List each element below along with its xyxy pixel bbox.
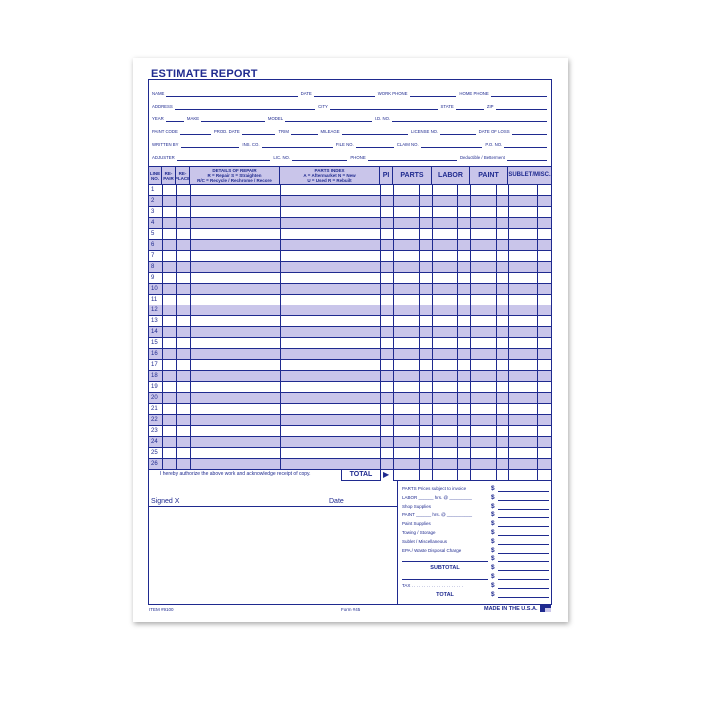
amount-field[interactable]	[498, 597, 549, 598]
header-replace: RE- PLACE	[176, 166, 190, 185]
field-label: DATE	[300, 91, 312, 96]
dollar-sign: $	[491, 581, 495, 589]
line-number: 20	[151, 395, 158, 402]
field-input[interactable]	[368, 155, 457, 161]
item-number: ITEM #9100	[149, 607, 174, 612]
amount-field[interactable]	[498, 509, 549, 510]
dollar-sign: $	[491, 537, 495, 545]
field-input[interactable]	[421, 142, 483, 148]
amount-field[interactable]	[498, 526, 549, 527]
line-number: 13	[151, 318, 158, 325]
field-input[interactable]	[507, 155, 547, 161]
table-row[interactable]	[149, 196, 551, 207]
column-divider	[190, 185, 191, 469]
signature-line[interactable]	[149, 506, 397, 507]
field-label: PHONE	[350, 154, 366, 160]
table-row[interactable]	[149, 360, 551, 371]
dollar-sign: $	[491, 520, 495, 528]
dollar-sign: $	[491, 502, 495, 510]
field-row	[152, 102, 550, 110]
column-divider	[148, 166, 149, 469]
line-number: 26	[151, 460, 158, 467]
column-divider	[496, 185, 497, 481]
details-legend-1: R = Repair S = Straighten	[207, 173, 262, 178]
amount-field[interactable]	[498, 588, 549, 589]
total-label: TOTAL	[436, 591, 454, 598]
table-row[interactable]	[149, 415, 551, 426]
field-input[interactable]	[496, 104, 547, 110]
date-label: Date	[329, 498, 344, 505]
line-number: 5	[151, 230, 155, 237]
line-number: 25	[151, 449, 158, 456]
amount-field[interactable]	[498, 553, 549, 554]
header-details	[190, 166, 280, 185]
amount-field[interactable]	[498, 535, 549, 536]
amount-field[interactable]	[498, 579, 549, 580]
table-row[interactable]	[149, 338, 551, 349]
header-labor: LABOR	[432, 166, 470, 185]
field-row	[152, 140, 550, 148]
amount-field[interactable]	[498, 544, 549, 545]
field-input[interactable]	[175, 104, 315, 110]
field-input[interactable]	[456, 104, 484, 110]
field-label: FILE NO.	[335, 141, 354, 147]
divider	[397, 480, 398, 604]
column-divider	[176, 185, 177, 469]
field-label: Deductible / Betterment	[459, 154, 505, 160]
table-row[interactable]	[149, 393, 551, 404]
column-divider	[457, 185, 458, 481]
field-label: LIC. NO.	[273, 154, 291, 160]
field-input[interactable]	[356, 142, 394, 148]
authorization-text: I hereby authorize the above work and acknowledge receipt of copy.	[160, 471, 311, 477]
field-label: YEAR	[152, 116, 164, 122]
table-row[interactable]	[149, 284, 551, 295]
line-number: 19	[151, 384, 158, 391]
field-input[interactable]	[166, 91, 297, 97]
field-input[interactable]	[342, 129, 408, 135]
table-row[interactable]	[149, 404, 551, 415]
total-label: Towing / Storage	[402, 530, 436, 535]
header-parts-index	[280, 166, 380, 185]
field-label: TRIM	[278, 129, 289, 135]
line-number: 4	[151, 219, 155, 226]
field-label: MAKE	[186, 116, 200, 122]
table-row[interactable]	[149, 327, 551, 338]
line-number: 12	[151, 307, 158, 314]
table-row[interactable]	[149, 207, 551, 218]
field-input[interactable]	[330, 104, 438, 110]
total-label: Shop Supplies	[402, 503, 432, 509]
parts-index-legend-2: U = Used R = Rebuilt	[307, 178, 352, 183]
field-input[interactable]	[410, 91, 457, 97]
parts-index-title: PARTS INDEX	[314, 168, 345, 173]
table-row[interactable]	[149, 316, 551, 327]
line-number: 10	[151, 285, 158, 292]
field-row	[152, 89, 550, 97]
header-paint: PAINT	[470, 166, 508, 185]
field-label: WRITTEN BY	[152, 141, 179, 147]
column-divider	[508, 185, 509, 481]
column-divider	[470, 185, 471, 481]
field-label: DATE OF LOSS	[478, 129, 510, 135]
line-number: 23	[151, 427, 158, 434]
table-row[interactable]	[149, 218, 551, 229]
line-number: 6	[151, 241, 155, 248]
field-input[interactable]	[285, 116, 372, 122]
field-input[interactable]	[177, 155, 271, 161]
field-input[interactable]	[314, 91, 375, 97]
line-number: 15	[151, 340, 158, 347]
column-divider	[419, 185, 420, 481]
blank-line[interactable]	[402, 561, 488, 562]
dollar-sign: $	[491, 493, 495, 501]
field-input[interactable]	[504, 142, 547, 148]
column-divider	[393, 185, 394, 481]
column-divider	[537, 185, 538, 481]
field-input[interactable]	[180, 129, 211, 135]
total-label: PAINT ______ hrs. @ __________	[402, 512, 472, 518]
field-label: ADJUSTER	[152, 154, 175, 160]
field-label: PAINT CODE	[152, 129, 178, 135]
total-label: EPA / Waste Disposal Charge	[402, 547, 462, 553]
field-input[interactable]	[242, 129, 276, 135]
field-label: ZIP	[486, 103, 494, 109]
header-pi: PI	[380, 166, 393, 185]
table-row[interactable]	[149, 295, 551, 306]
table-row[interactable]	[149, 262, 551, 273]
table-row[interactable]	[149, 349, 551, 360]
dollar-sign: $	[491, 529, 495, 536]
field-row	[152, 127, 550, 135]
arrow-right-icon: ▶	[383, 470, 390, 479]
line-number: 16	[151, 351, 158, 358]
line-number: 3	[151, 208, 155, 215]
field-label: P.O. NO.	[485, 141, 503, 147]
parts-index-legend-1: A = Aftermarket N = New	[303, 173, 356, 178]
blank-line[interactable]	[402, 579, 488, 580]
dollar-sign: $	[491, 573, 495, 580]
dollar-sign: $	[491, 555, 495, 563]
line-number: 9	[151, 274, 155, 281]
field-input[interactable]	[512, 129, 547, 135]
details-legend-2: R/C = Recycle / Rechrome / Recore	[197, 178, 272, 183]
line-number: 11	[151, 296, 158, 303]
dollar-sign: $	[491, 546, 495, 554]
amount-field[interactable]	[498, 570, 549, 571]
field-input[interactable]	[166, 116, 184, 122]
table-row[interactable]	[149, 371, 551, 382]
header-line-no: LINE NO.	[148, 166, 162, 185]
amount-field[interactable]	[498, 561, 549, 562]
total-row-cells	[393, 469, 552, 481]
field-label: ADDRESS	[152, 103, 173, 109]
table-row[interactable]	[149, 305, 551, 316]
field-label: CLAIM NO.	[396, 141, 419, 147]
field-row	[152, 153, 550, 161]
signed-label: Signed X	[151, 498, 180, 505]
total-label: Sublet / Miscellaneous	[402, 538, 448, 544]
amount-field[interactable]	[498, 491, 549, 492]
total-label: SUBTOTAL	[430, 565, 460, 572]
total-label: PARTS Prices subject to invoice	[402, 486, 467, 491]
column-divider	[551, 166, 552, 481]
line-number: 21	[151, 406, 158, 412]
field-input[interactable]	[262, 142, 333, 148]
field-input[interactable]	[440, 129, 475, 135]
total-label: TOTAL	[341, 469, 381, 481]
field-input[interactable]	[491, 91, 547, 97]
field-input[interactable]	[181, 142, 240, 148]
table-row[interactable]	[149, 448, 551, 459]
field-label: INS. CO.	[242, 141, 260, 147]
column-divider	[380, 185, 381, 469]
total-label: LABOR ______ hrs. @ _________	[402, 494, 472, 500]
line-number: 14	[151, 329, 158, 336]
field-label: I.D. NO.	[374, 116, 391, 122]
field-label: STATE	[440, 103, 454, 109]
table-row[interactable]	[149, 251, 551, 262]
field-input[interactable]	[392, 116, 547, 122]
header-parts: PARTS	[393, 166, 432, 185]
field-label: WORK PHONE	[377, 91, 408, 96]
field-label: MILEAGE	[320, 129, 340, 135]
table-row[interactable]	[149, 426, 551, 437]
column-divider	[432, 185, 433, 481]
field-label: NAME	[152, 91, 165, 96]
header-sublet: SUBLET/MISC.	[508, 166, 552, 185]
line-number: 7	[151, 252, 155, 259]
table-row[interactable]	[149, 229, 551, 240]
table-row[interactable]	[149, 382, 551, 393]
line-number: 1	[151, 187, 155, 193]
dollar-sign: $	[491, 564, 495, 572]
table-row[interactable]	[149, 240, 551, 251]
field-input[interactable]	[201, 116, 265, 122]
field-input[interactable]	[292, 155, 347, 161]
flag-icon	[540, 605, 551, 612]
field-label: CITY	[318, 103, 328, 109]
field-label: LICENSE NO.	[410, 129, 439, 135]
field-row	[152, 114, 550, 122]
divider	[148, 469, 149, 481]
table-row[interactable]	[149, 437, 551, 448]
line-number: 2	[151, 197, 155, 204]
header-repair: RE- PAIR	[162, 166, 176, 185]
line-number: 17	[151, 362, 158, 369]
dollar-sign: $	[491, 511, 495, 519]
total-label: Paint Supplies	[402, 521, 431, 527]
table-row[interactable]	[149, 273, 551, 284]
dollar-sign: $	[491, 590, 495, 598]
amount-field[interactable]	[498, 500, 549, 501]
field-label: PROD. DATE	[213, 129, 240, 135]
form-number: Form #45	[341, 607, 361, 612]
field-label: MODEL	[267, 116, 284, 122]
form-title: ESTIMATE REPORT	[151, 68, 258, 80]
line-number: 8	[151, 263, 155, 270]
made-in-usa: MADE IN THE U.S.A.	[484, 606, 538, 612]
line-number: 24	[151, 438, 158, 445]
details-title: DETAILS OF REPAIR	[212, 168, 257, 173]
table-row[interactable]	[149, 185, 551, 196]
amount-field[interactable]	[498, 517, 549, 518]
total-label: TAX . . . . . . . . . . . . . . . . . . . . .	[402, 582, 463, 588]
column-divider	[162, 185, 163, 469]
line-number: 22	[151, 416, 158, 423]
column-divider	[280, 185, 281, 469]
dollar-sign: $	[491, 485, 495, 492]
field-label: HOME PHONE	[459, 91, 489, 96]
field-input[interactable]	[291, 129, 318, 135]
line-number: 18	[151, 373, 158, 380]
